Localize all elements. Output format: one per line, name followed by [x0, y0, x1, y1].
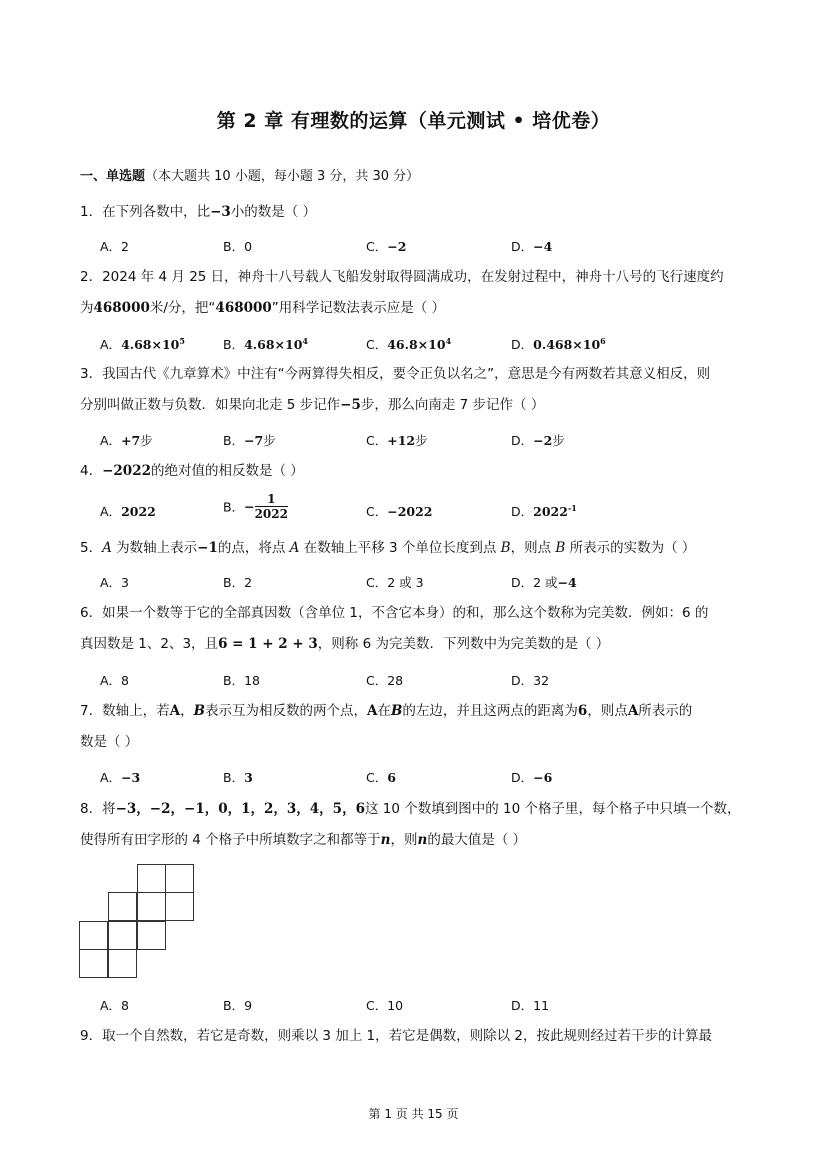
grid-cell [137, 892, 166, 921]
q6-line-1: 6．如果一个数等于它的全部真因数（含单位 1，不含它本身）的和，那么这个数称为完美数．例如：6 的 [80, 605, 709, 621]
q5-option-d[interactable]: D．2 或−4 [511, 575, 577, 590]
question-7 [80, 696, 750, 758]
q3-option-d[interactable]: D．−2步 [511, 433, 565, 448]
question-4: 4．−2022的绝对值的相反数是（ ） [80, 463, 304, 479]
q6-options [100, 671, 760, 695]
q5-option-a[interactable]: A．3 [100, 575, 130, 590]
grid-cell [79, 921, 108, 950]
q3-options [100, 431, 760, 455]
q7-option-b[interactable]: B．3 [223, 770, 253, 785]
q5-option-c[interactable]: C．2 或 3 [366, 575, 424, 590]
q4-option-c[interactable]: C．−2022 [366, 504, 433, 519]
q3-option-a[interactable]: A．+7步 [100, 433, 153, 448]
q5-options [100, 573, 760, 597]
page-title: 第 2 章 有理数的运算（单元测试 • 培优卷） [216, 110, 611, 132]
q8-option-c[interactable]: C．10 [366, 998, 404, 1013]
q1-text: 1．在下列各数中，比 [80, 204, 211, 220]
q1-option-d[interactable]: D．−4 [511, 239, 553, 254]
q7-options [100, 768, 760, 792]
q8-option-b[interactable]: B．9 [223, 998, 253, 1013]
q6-option-b[interactable]: B．18 [223, 673, 260, 688]
section-note: （本大题共 10 小题，每小题 3 分，共 30 分） [145, 169, 420, 184]
question-3 [80, 359, 750, 421]
q1-option-c[interactable]: C．−2 [366, 239, 407, 254]
page-footer: 第 1 页 共 15 页 [368, 1107, 459, 1121]
q6-option-d[interactable]: D．32 [511, 673, 550, 688]
grid-cell [165, 892, 194, 921]
grid-cell [108, 949, 137, 978]
question-9 [80, 1021, 750, 1052]
q3-option-c[interactable]: C．+12步 [366, 433, 428, 448]
q3-line-1: 3．我国古代《九章算术》中注有“今两算得失相反，要令正负以名之”，意思是今有两数若其意义相反，则 [80, 366, 711, 382]
question-1 [80, 197, 750, 228]
q2-option-d[interactable]: D．$0.468\times 10^6$ [511, 335, 606, 352]
grid-cell [79, 949, 108, 978]
q3-line-2: 分别叫做正数与负数．如果向北走 5 步记作−5步，那么向南走 7 步记作（ ） [80, 397, 545, 413]
q4-options [100, 492, 760, 532]
q4-option-a[interactable]: A．2022 [100, 504, 156, 519]
q7-option-a[interactable]: A．−3 [100, 770, 141, 785]
q4-option-d[interactable]: D．$2022^{-1}$ [511, 502, 577, 519]
grid-cell [137, 921, 166, 950]
q7-line-1: 7．数轴上，若A，B表示互为相反数的两个点，A在B的左边，并且这两点的距离为6，则点A所表示的 [80, 703, 693, 719]
section-label: 一、单选题 [80, 169, 146, 184]
q8-line-1: 8．将−3，−2，−1，0，1，2，3，4，5，6这 10 个数填到图中的 10 个格子里，每个格子中只填一个数， [80, 801, 741, 817]
q4-option-b[interactable]: B．− $\frac{1}{2022}$ [223, 492, 288, 521]
q2-options [100, 335, 760, 359]
q8-options [100, 996, 760, 1020]
q2-option-c[interactable]: C．$46.8\times 10^4$ [366, 335, 452, 352]
q9-line-1: 9．取一个自然数，若它是奇数，则乘以 3 加上 1，若它是偶数，则除以 2，按此规则经过若干步的计算最 [80, 1028, 713, 1044]
q8-option-d[interactable]: D．11 [511, 998, 550, 1013]
question-6 [80, 598, 750, 660]
section-heading [80, 165, 419, 184]
q2-line-2: 为468000米/分，把“468000”用科学记数法表示应是（ ） [80, 300, 446, 316]
question-8 [80, 794, 750, 856]
q7-line-2: 数是（ ） [80, 734, 139, 750]
q2-option-b[interactable]: B．$4.68\times 10^4$ [223, 335, 308, 352]
q5-option-b[interactable]: B．2 [223, 575, 253, 590]
question-2 [80, 262, 750, 324]
q1-text-b: 小的数是（ ） [230, 204, 317, 220]
q1-options [100, 237, 760, 261]
q2-option-a[interactable]: A．$4.68\times 10^5$ [100, 335, 185, 352]
grid-cell [108, 892, 137, 921]
grid-cell [108, 921, 137, 950]
grid-cell [165, 864, 194, 893]
question-5: 5．A 为数轴上表示−1的点，将点 A 在数轴上平移 3 个单位长度到点 B，则点 B 所表示的实数为（ ） [80, 540, 696, 556]
q6-line-2: 真因数是 1、2、3，且6 = 1 + 2 + 3，则称 6 为完美数．下列数中为完美数的是（ ） [80, 636, 610, 652]
q7-option-c[interactable]: C．6 [366, 770, 396, 785]
q3-option-b[interactable]: B．−7步 [223, 433, 276, 448]
q2-line-1: 2．2024 年 4 月 25 日，神舟十八号载人飞船发射取得圆满成功，在发射过程中，神舟十八号的飞行速度约 [80, 269, 724, 285]
q1-option-a[interactable]: A．2 [100, 239, 130, 254]
q8-option-a[interactable]: A．8 [100, 998, 130, 1013]
q1-math: −3 [210, 204, 231, 220]
grid-cell [137, 864, 166, 893]
q6-option-c[interactable]: C．28 [366, 673, 404, 688]
q6-option-a[interactable]: A．8 [100, 673, 130, 688]
q7-option-d[interactable]: D．−6 [511, 770, 553, 785]
q8-line-2: 使得所有田字形的 4 个格子中所填数字之和都等于n，则n的最大值是（ ） [80, 832, 527, 848]
q1-option-b[interactable]: B．0 [223, 239, 253, 254]
